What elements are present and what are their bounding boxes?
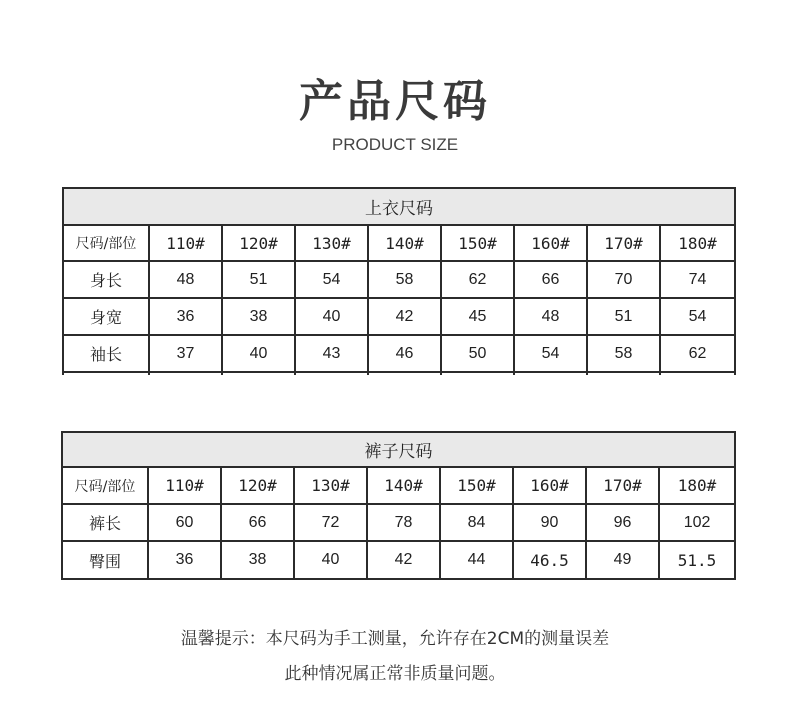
table-cell: 46 — [368, 335, 441, 372]
bottom-table-caption: 裤子尺码 — [62, 432, 735, 467]
size-header: 180# — [659, 467, 735, 504]
top-table-caption: 上衣尺码 — [63, 188, 735, 225]
table-cell: 54 — [660, 298, 735, 335]
table-cell: 40 — [295, 298, 368, 335]
table-cell: 51 — [222, 261, 295, 298]
table-cell: 46.5 — [513, 541, 586, 579]
table-cell: 54 — [514, 335, 587, 372]
table-cell: 40 — [294, 541, 367, 579]
size-header: 180# — [660, 225, 735, 261]
size-header: 130# — [294, 467, 367, 504]
table-cell: 44 — [440, 541, 513, 579]
row-label: 裤长 — [62, 504, 148, 541]
table-cell: 78 — [367, 504, 440, 541]
table-cell: 102 — [659, 504, 735, 541]
table-cell: 36 — [148, 541, 221, 579]
bottom-size-table — [61, 431, 736, 580]
table-cell: 40 — [222, 335, 295, 372]
size-header: 160# — [513, 467, 586, 504]
top-table-corner-cell: 尺码/部位 — [63, 225, 149, 261]
top-size-table — [62, 187, 736, 375]
row-label: 袖长 — [63, 335, 149, 372]
table-cell: 66 — [514, 261, 587, 298]
table-row-cutoff — [63, 372, 735, 375]
size-header: 150# — [441, 225, 514, 261]
table-cell: 42 — [367, 541, 440, 579]
size-header: 140# — [367, 467, 440, 504]
size-header: 170# — [586, 467, 659, 504]
size-header: 110# — [149, 225, 222, 261]
size-header: 160# — [514, 225, 587, 261]
table-cell: 74 — [660, 261, 735, 298]
table-row — [63, 298, 735, 335]
table-cell: 50 — [441, 335, 514, 372]
table-cell: 48 — [149, 261, 222, 298]
table-cell: 54 — [295, 261, 368, 298]
page-subtitle: PRODUCT SIZE — [331, 135, 459, 154]
measurement-note: 温馨提示：本尺码为手工测量，允许存在2CM的测量误差 — [180, 629, 610, 649]
table-cell: 36 — [149, 298, 222, 335]
table-cell: 58 — [587, 335, 660, 372]
size-header: 140# — [368, 225, 441, 261]
table-row — [63, 261, 735, 298]
table-cell: 84 — [440, 504, 513, 541]
table-cell: 43 — [295, 335, 368, 372]
bottom-table-corner-cell: 尺码/部位 — [62, 467, 148, 504]
table-cell: 70 — [587, 261, 660, 298]
table-cell: 62 — [660, 335, 735, 372]
table-cell: 62 — [441, 261, 514, 298]
table-cell: 90 — [513, 504, 586, 541]
page-title: 产品尺码 — [299, 76, 491, 127]
table-cell: 66 — [221, 504, 294, 541]
table-cell: 38 — [221, 541, 294, 579]
table-cell: 51 — [587, 298, 660, 335]
size-header: 120# — [222, 225, 295, 261]
table-cell: 49 — [586, 541, 659, 579]
size-header: 130# — [295, 225, 368, 261]
size-header: 110# — [148, 467, 221, 504]
table-cell: 51.5 — [659, 541, 735, 579]
size-header: 150# — [440, 467, 513, 504]
row-label: 身宽 — [63, 298, 149, 335]
bottom-table-header-row — [62, 467, 735, 504]
table-row — [62, 504, 735, 541]
table-cell: 58 — [368, 261, 441, 298]
table-cell: 48 — [514, 298, 587, 335]
top-table-header-row — [63, 225, 735, 261]
table-cell: 60 — [148, 504, 221, 541]
row-label: 臀围 — [62, 541, 148, 579]
table-row — [62, 541, 735, 579]
table-row — [63, 335, 735, 372]
measurement-note-continued: 此种情况属正常非质量问题。 — [284, 664, 506, 684]
table-cell: 45 — [441, 298, 514, 335]
table-cell: 37 — [149, 335, 222, 372]
table-cell: 42 — [368, 298, 441, 335]
table-cell: 96 — [586, 504, 659, 541]
table-cell: 38 — [222, 298, 295, 335]
row-label: 身长 — [63, 261, 149, 298]
table-cell: 72 — [294, 504, 367, 541]
size-header: 170# — [587, 225, 660, 261]
size-header: 120# — [221, 467, 294, 504]
